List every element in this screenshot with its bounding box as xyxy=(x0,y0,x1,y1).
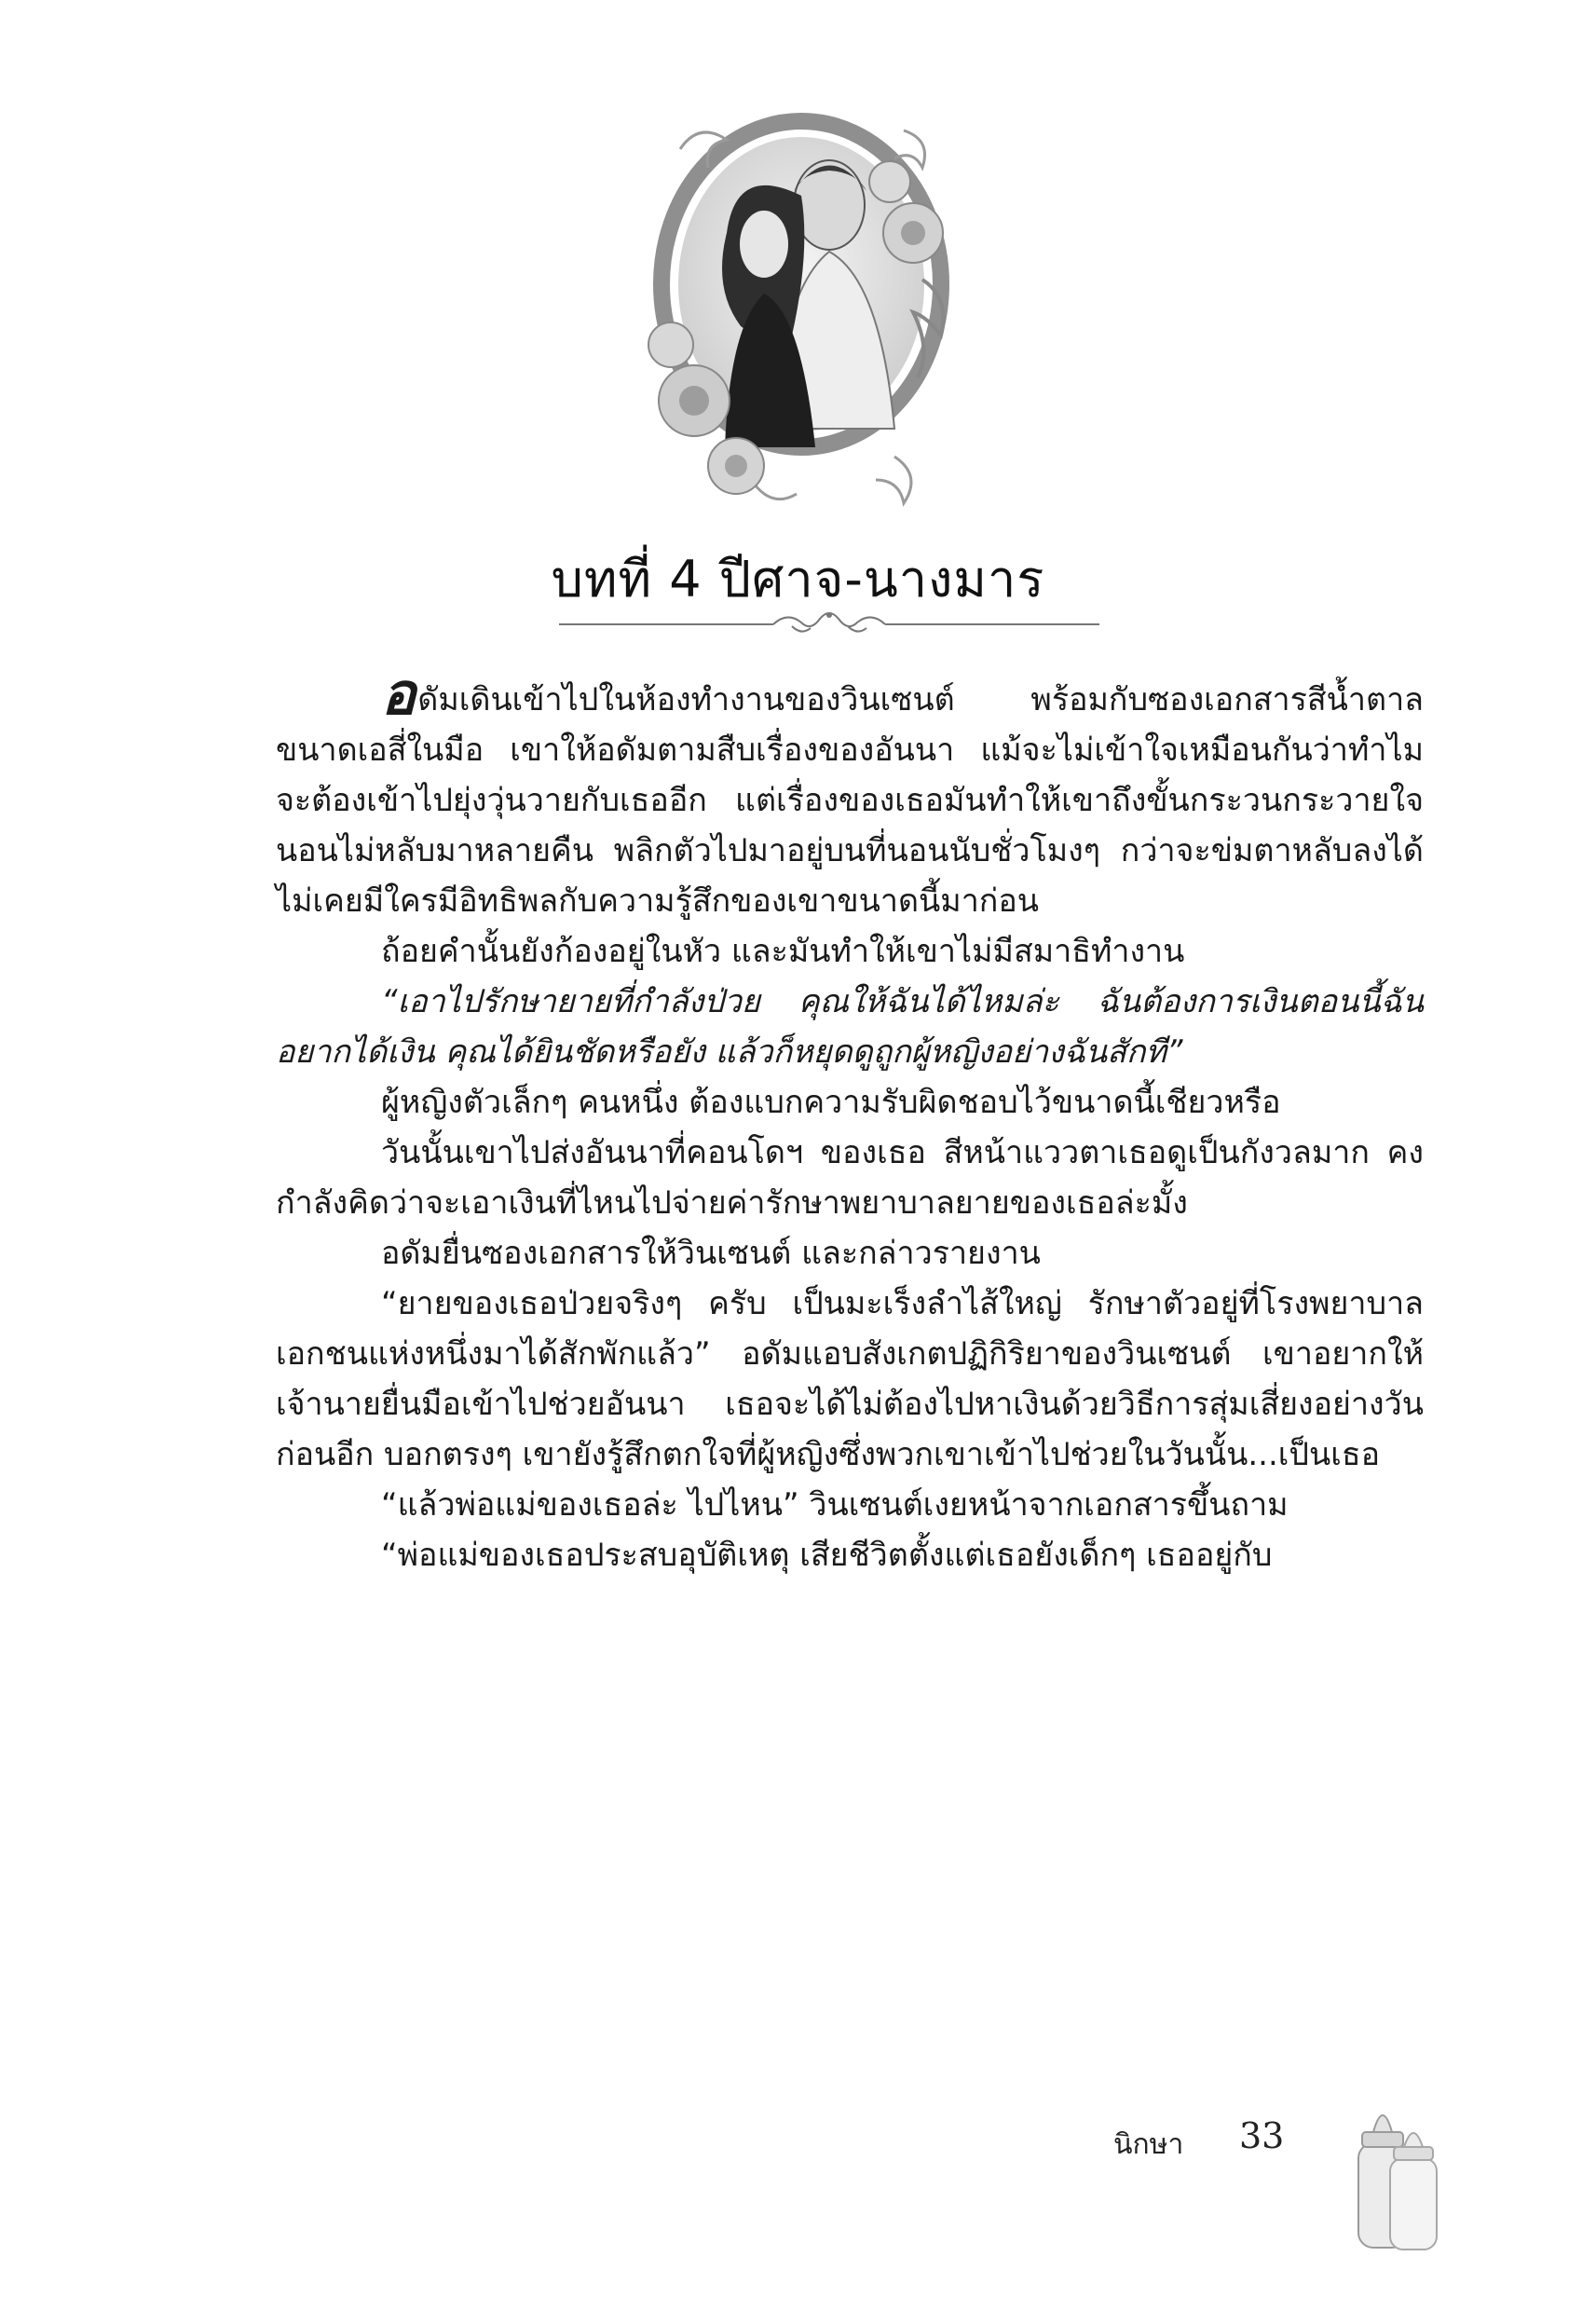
paragraph: “แล้วพ่อแม่ของเธอล่ะ ไปไหน” วินเซนต์เงยหน้าจากเอกสารขึ้นถาม xyxy=(381,1486,1289,1524)
paragraph xyxy=(276,660,1424,926)
paragraph: “ยายของเธอป่วยจริงๆ ครับ เป็นมะเร็งลำไส้ใหญ่ รักษาตัวอยู่ที่โรงพยาบาลเอกชนแห่งหนึ่งมาได้สักพักแล้ว” อดัมแอบสังเกตปฏิกิริยาของวินเซนต์ เขาอยากให้เจ้านายยื่นมือเข้าไปช่วยอันนา เธอจะได้ไม่ต้องไปหาเงินด้วยวิธีการสุ่มเสี่ยงอย่างวันก่อนอีก บอกตรงๆ เขายังรู้สึกตกใจที่ผู้หญิงซึ่งพวกเขาเข้าไปช่วยในวันนั้น...เป็นเธอ xyxy=(276,1285,1424,1473)
page-number: 33 xyxy=(1239,2115,1285,2156)
chapter-body xyxy=(276,660,1424,1580)
baby-bottle-icon xyxy=(1342,2097,1444,2255)
title-flourish-divider xyxy=(559,604,1099,641)
quoted-memory-paragraph: “เอาไปรักษายายที่กำลังป่วย คุณให้ฉันได้ไหมล่ะ ฉันต้องการเงินตอนนี้ฉันอยากได้เงิน คุณได้ยินชัดหรือยัง แล้วก็หยุดดูถูกผู้หญิงอย่างฉันสักที” xyxy=(276,983,1424,1071)
paragraph-text: ดัมเดินเข้าไปในห้องทำงานของวินเซนต์ พร้อมกับซองเอกสารสีน้ำตาลขนาดเอสี่ในมือ เขาให้อดัมตามสืบเรื่องของอันนา แม้จะไม่เข้าใจเหมือนกันว่าทำไมจะต้องเข้าไปยุ่งวุ่นวายกับเธออีก แต่เรื่องของเธอมันทำให้เขาถึงขั้นกระวนกระวายใจ นอนไม่หลับมาหลายคืน พลิกตัวไปมาอยู่บนที่นอนนับชั่วโมงๆ กว่าจะข่มตาหลับลงได้ ไม่เคยมีใครมีอิทธิพลกับความรู้สึกของเขาขนาดนี้มาก่อน xyxy=(276,681,1424,920)
couple-portrait-illustration xyxy=(643,93,960,531)
paragraph: “พ่อแม่ของเธอประสบอุบัติเหตุ เสียชีวิตตั้งแต่เธอยังเด็กๆ เธออยู่กับ xyxy=(381,1537,1273,1574)
paragraph: ผู้หญิงตัวเล็กๆ คนหนึ่ง ต้องแบกความรับผิดชอบไว้ขนาดนี้เชียวหรือ xyxy=(381,1084,1281,1121)
paragraph: อดัมยื่นซองเอกสารให้วินเซนต์ และกล่าวรายงาน xyxy=(381,1235,1041,1272)
paragraph: ถ้อยคำนั้นยังก้องอยู่ในหัว และมันทำให้เขาไม่มีสมาธิทำงาน xyxy=(381,933,1185,970)
paragraph: วันนั้นเขาไปส่งอันนาที่คอนโดฯ ของเธอ สีหน้าแววตาเธอดูเป็นกังวลมาก คงกำลังคิดว่าจะเอาเงินที่ไหนไปจ่ายค่ารักษาพยาบาลยายของเธอล่ะมั้ง xyxy=(276,1134,1424,1222)
footer-author-name: นิกษา xyxy=(1113,2128,1184,2161)
chapter-title: บทที่ 4 ปีศาจ-นางมาร xyxy=(551,550,1045,609)
drop-cap: อ xyxy=(381,660,416,728)
